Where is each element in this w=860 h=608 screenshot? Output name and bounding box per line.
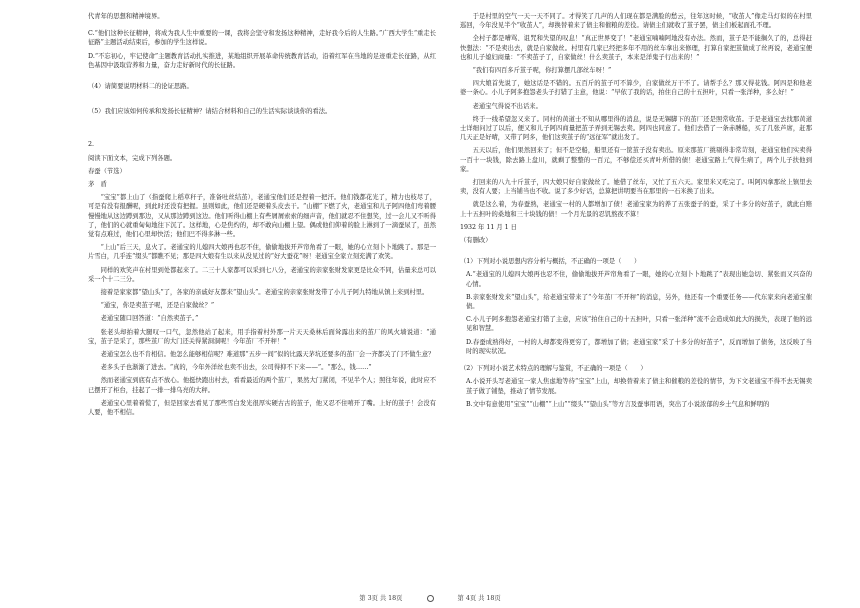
text-line: 代青年的思想和精神境界。 <box>88 13 164 20</box>
story-source-note: （有删改） <box>460 237 492 245</box>
story-date: 1932 年 11 月 1 日 <box>460 223 517 231</box>
left-page-column <box>88 12 436 584</box>
story-paragraph: 打回来的八九十斤茧子，四大娘只好自家做丝了。她借了丝车，又忙了五六天。家里米又吃完了。叫阿四拿那丝上镇里去卖，没有人要；上当铺当也不收。说了多少好话，总算把讲明要当在那里的一石米换了出来。 <box>460 179 812 196</box>
question-2: （2）下列对小说艺术特点的理解与鉴赏，不正确的一项是（ ） <box>460 365 647 373</box>
story-paragraph: 于是村里的空气一天一天不同了。才得笑了几声的人们现在都是满脸的愁云，往年这时候，“收茧人”像走马灯似的在村里巡回，今年没见半个“收茧人”，却换替着来了债主和催粮的差役。请债主们就收了茧子罢，债主们板起面孔不理。 <box>460 13 812 30</box>
story-paragraph: “上山”后三天，息火了。老通宝的儿媳四大娘再也忍不住，偷偷地拔开芦帘角看了一眼，她的心立刻卜卜地跳了。那是一片雪白，几乎连“缀头”都瞧不见；那是四大娘有生以来从没见过的“好大蚕花”呀！老通宝全家立刻充满了欢笑。 <box>88 244 436 261</box>
story-paragraph: 老通宝心里着着慌了，但是回家去看见了那些雪白发光很厚实硬古古的茧子，他又忍不住嘻开了嘴。上好的茧子！会没有人要，他不相信。 <box>88 399 436 417</box>
story-paragraph: 五天以后，他们果然回来了；但不是空船，船里还有一筐茧子没有卖出。原来那茧厂挑剔得非常苛刻，老通宝他们实卖得一百十一块钱，除去路上盘川，就剩了整整的一百元，不够偿还买青叶所借的债！老通宝路上气得生病了，两个儿子扶他到家。 <box>460 147 812 173</box>
story-paragraph: 老通宝怎么也不肯相信。他怎么能够相信呢？难道那“五步一间”似的比露天茅坑还要多的茧厂会一齐都关了门不做生意？ <box>100 351 435 359</box>
circle-separator-icon <box>427 595 434 602</box>
left-page-number: 第 3页 共 18页 <box>359 594 403 602</box>
story-paragraph: 然而老通宝到底有点不放心。他挺快跑出村去，看看最近的两个茧厂，果然大门紧闭，不见半个人；照往年说，此时应不已摆开了柜台，挂起了一排一排乌亮的大秤。 <box>88 377 436 394</box>
question-1: （1）下列对小说思想内容分析与概括，不正确的一项是（ ） <box>460 258 641 266</box>
page-footer <box>0 594 860 603</box>
story-paragraph: 老多头子也渐渐了进去。“真的，今年外洋丝也卖不出去，公司得抑不下来——”。“那么，钱……” <box>100 364 372 372</box>
story-paragraph: “我们有四百多斤茧子呢，你打算摆几部丝车呀！” <box>472 67 612 75</box>
story-paragraph: 终于一线希望忽又来了。同村的黄道士不知从哪里得的消息，说是无锡脚下的茧厂还是照常收茧。于是老通宝去找那黄道士详细问过了以后，便又和儿子阿四商量把茧子弄到无锡去卖。阿四也同意了。他们去借了一条赤膊船，买了几张芦席，赶那几天正是好晴，又带了阿多，他们这卖茧子的“远征军”就出发了。 <box>460 115 812 142</box>
story-paragraph: 四大娘首先说了，她这话是不错的。五百斤的茧子可不算少，自家做丝万干不了。请帮手么？那又得花钱。阿四是和他老婆一条心。小儿子阿多抱怨老头子打错了主意，他说：“早依了我的话，拍住自己的十五担叶，只看一张洋种，多么好！” <box>460 80 812 97</box>
question-1-option-b: B.亲家张财发来“望山头”，给老通宝带来了“今年茧厂不开秤”的消息，另外，他还有一个重要任务——代东家来向老通宝催债。 <box>466 293 812 311</box>
story-paragraph: “宝宝”都上山了（指蚕爬上稻草秆子，准备吐丝结茧），老通宝他们还是捏着一把汗。他们钱都花光了，精力也枝尽了，可是有没有报酬呢，到此时还没有把握。虽则如此，他们还是硬着头皮去干。“山棚”下燃了火，老通宝和儿子阿四他们弯着腰慢慢地从这边蹲到那边，又从那边蹲到这边。他们听得山棚上有些屑屑索索的细声音，他们就忍不住想笑，过一会儿又不听得了，他们的心就重甸甸地往下沉了。这样地，心是焦灼的，却不敢向山棚上望。偶或他们仰着的脸上淋到了一滴蚕尿了，虽然觉有点难过，他们心里却快活；他们巴不得多淋一些。 <box>88 194 436 239</box>
story-paragraph: 老通宝随口回答道：“自然卖茧子。” <box>100 315 199 323</box>
story-paragraph: 接着是家家都“望山头”了，各家的亲戚好友都来“望山头”。老通宝的亲家张财发带了小儿子阿九特地从镇上来到村里。 <box>100 289 429 297</box>
question-1-option-d: D.春蚕成熟得好，一村的人却都变得更穷了，都增加了债；老通宝家“采了十多分的好茧子”，反而增加了债务，这反映了当时的现实状况。 <box>466 338 812 355</box>
option-d: D.“不忘初心，牢记使命”主题教育活动扎实推进，某地组织开展革命传统教育活动，沿着红军在当地的足迹重走长征路，从红色基因中汲取营养和力量，奋力走好新时代的长征路。 <box>88 52 436 69</box>
story-paragraph: 就是这么着，为春蚕熟，老通宝一村的人都增加了债！老通宝家为的养了五张蚕子的蚕，采了十多分的好茧子，就此白赔上十五担叶的桑地和三十块钱的债！一个月光景的忍饥熬夜不算！ <box>460 201 812 218</box>
story-paragraph: 同样的欢笑声在村里到处都起来了。二三十人家都可以采到七八分，老通宝的亲家张财发家更是比众不同，估量来总可以采一个十二三分。 <box>88 266 436 283</box>
question-2-option-a: A.小说开头写老通宝一家人焦虑地等待“宝宝”上山，却换替着来了债主和催粮的差役的情节，为下文老通宝不得不去无锡卖茧子做了铺垫，推动了情节发展。 <box>466 378 812 395</box>
question-5: （5）我们应该如何传承和发扬长征精神？请结合材料和自己的生活实际谈谈你的看法。 <box>88 108 332 116</box>
story-paragraph: 老通宝气得说不出话来。 <box>472 102 542 110</box>
story-paragraph: 张老头却拍着大腿叹一口气，忽然他站了起来，用手指着村外那一片天天桑林后面耸露出来的茧厂的风火墙说道：“通宝，茧子是采了，那些茧厂的大门还关得紧洞洞呢！今年茧厂不开秤！” <box>88 328 436 345</box>
instruction: 阅读下面文本，完成下列各题。 <box>88 154 177 162</box>
section-number: 2. <box>88 141 95 149</box>
author: 茅 盾 <box>88 181 107 189</box>
story-title: 春蚕（节选） <box>88 167 126 175</box>
question-1-option-c: C.小儿子阿多抱怨老通宝打错了主意，应该“拍住自己的十五担叶，只看一张洋种”流不会造成如此大的损失，表现了他的远见和智慧。 <box>466 316 812 333</box>
right-page-number: 第 4页 共 18页 <box>457 594 501 602</box>
question-1-option-a: A.“老通宝的儿媳四大娘再也忍不住，偷偷地拔开芦帘角看了一眼，她的心立刻卜卜地跳了”表现出她急切、紧张而又兴奋的心情。 <box>466 271 812 288</box>
right-page-column <box>460 12 812 584</box>
option-c: C.“他们这种长征精神，将成为我人生中重要的一课，我将会坚守和发扬这种精神，走好我今后的人生路。”广西大学生“重走长征路”主题活动结束后，参加的学生这样说。 <box>88 30 436 47</box>
question-4: （4）请简要说明材料二的论证思路。 <box>88 83 193 91</box>
story-paragraph: “通宝，你是卖茧子呢，还是自家做丝？” <box>100 302 215 310</box>
question-2-option-b: B.文中有意使用“宝宝”“山棚”“上山”“缀头”“望山头”等方言及蚕事用语，突出了小说浓郁的乡土气息和鲜明的 <box>466 400 770 408</box>
story-paragraph: 全村子都是嘈骂、诅咒和失望的叹息！“真正世界变了！”老通宝喃喃阿地没有办法。然而，茧子是不能搁久了的，总得赶快想法：“不是卖出去，就是自家做丝。村里有几家已经把多年不用的丝车拿出来修理，打算自家把茧做成了丝再说，老通宝便也和儿子媳妇商量：“不卖茧子了，自家做丝！什么卖茧子，本来是洋鬼子行出来的！” <box>460 35 812 61</box>
